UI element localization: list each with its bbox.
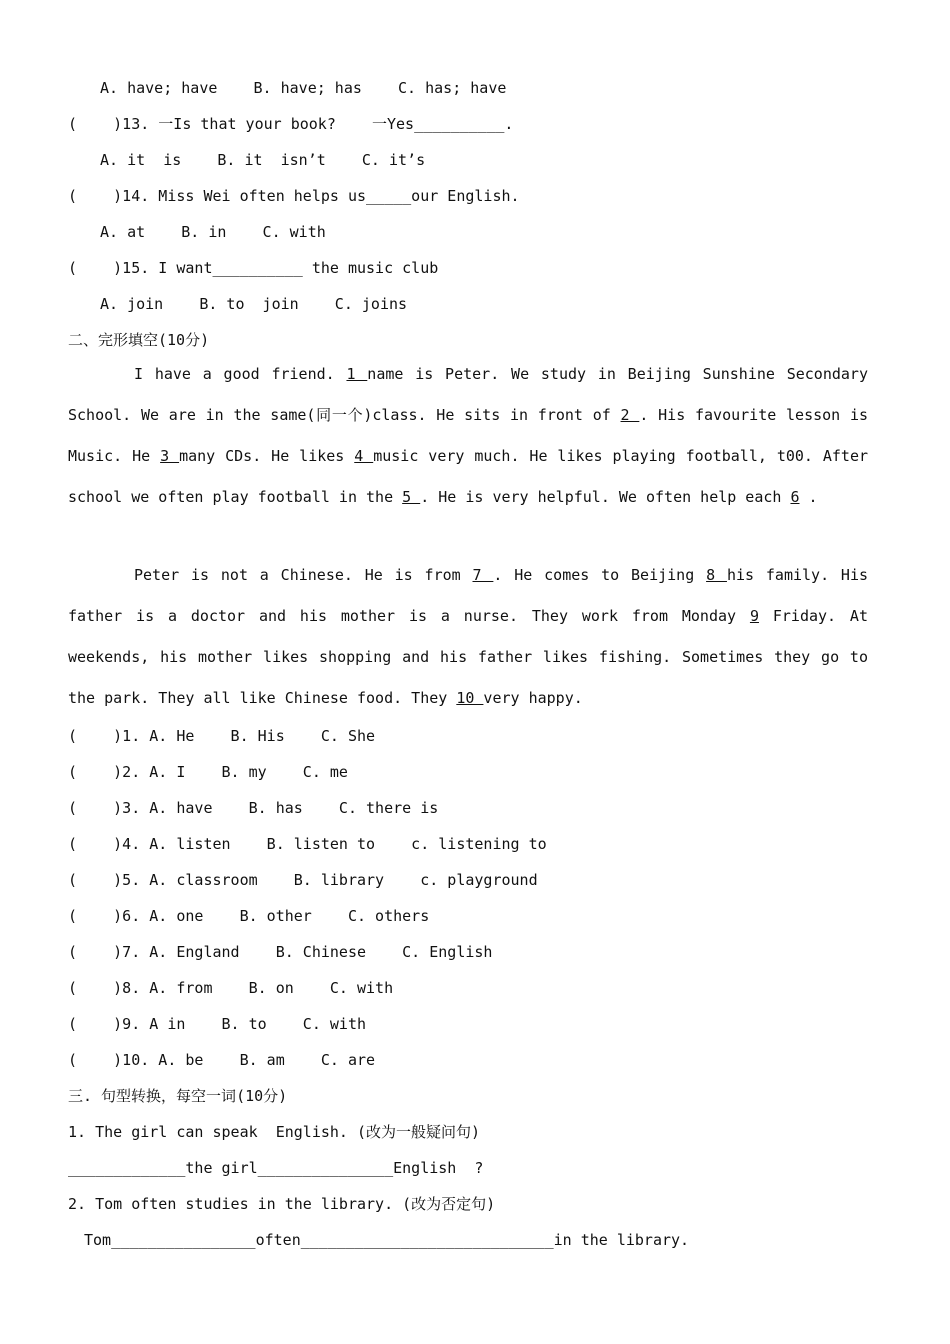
q12-options: A. have; have B. have; has C. has; have (100, 79, 507, 97)
section-2-title: 二、完形填空(10分) (68, 331, 210, 349)
question-13: ( )13. 一Is that your book? 一Yes__________. (68, 115, 514, 133)
passage2-text-3: his family. His father is a doctor and his mother is a nurse. They work from Monday (68, 566, 869, 625)
cloze-question-5: ( )5. A. classroom B. library c. playground (68, 871, 538, 889)
cloze-question-1: ( )1. A. He B. His C. She (68, 727, 376, 745)
passage2-text-1: Peter is not a Chinese. He is from (134, 566, 473, 584)
passage1-text-3: . His favourite lesson is Music. He (68, 406, 869, 465)
blank-3: 3 (160, 447, 180, 465)
section-3-title: 三. 句型转换，每空一词(10分) (68, 1087, 288, 1105)
blank-6: 6 (790, 488, 800, 506)
cloze-question-7: ( )7. A. England B. Chinese C. English (68, 943, 493, 961)
passage1-text-7: . (799, 488, 818, 506)
cloze-question-3: ( )3. A. have B. has C. there is (68, 799, 439, 817)
s3-question-2: 2. Tom often studies in the library. (改为否定句) (68, 1195, 496, 1213)
cloze-passage-1 (68, 354, 868, 518)
passage2-text-4: Friday. At weekends, his mother likes shopping and his father likes fishing. Sometimes they go to the park. They all like Chinese food. They (68, 607, 868, 707)
blank-10: 10 (456, 689, 484, 707)
passage1-text-4: many CDs. He likes (179, 447, 355, 465)
passage2-text-5: very happy. (483, 689, 583, 707)
s3-question-1: 1. The girl can speak English. (改为一般疑问句) (68, 1123, 481, 1141)
cloze-question-4: ( )4. A. listen B. listen to c. listening to (68, 835, 547, 853)
cloze-passage-2 (68, 555, 868, 719)
passage2-text-2: . He comes to Beijing (493, 566, 707, 584)
blank-7: 7 (472, 566, 494, 584)
blank-5: 5 (402, 488, 421, 506)
question-14: ( )14. Miss Wei often helps us_____our English. (68, 187, 520, 205)
passage1-text-2: name is Peter. We study in Beijing Sunshine Secondary School. We are in the same(同一个)class. He sits in front of (68, 365, 868, 424)
cloze-question-10: ( )10. A. be B. am C. are (68, 1051, 376, 1069)
blank-4: 4 (354, 447, 374, 465)
cloze-question-8: ( )8. A. from B. on C. with (68, 979, 394, 997)
q14-options: A. at B. in C. with (100, 223, 326, 241)
blank-8: 8 (706, 566, 727, 584)
s3-question-2-answer: Tom________________often____________________________in the library. (84, 1231, 690, 1249)
passage1-text-6: . He is very helpful. We often help each (420, 488, 791, 506)
passage1-text-5: music very much. He likes playing football, t00. After school we often play football in the (68, 447, 869, 506)
cloze-question-9: ( )9. A in B. to C. with (68, 1015, 367, 1033)
s3-question-1-answer: _____________the girl_______________English ? (68, 1159, 484, 1177)
blank-2: 2 (620, 406, 640, 424)
q15-options: A. join B. to join C. joins (100, 295, 408, 313)
cloze-question-2: ( )2. A. I B. my C. me (68, 763, 348, 781)
passage1-text-1: I have a good friend. (134, 365, 347, 383)
blank-9: 9 (749, 607, 759, 625)
q13-options: A. it is B. it isn’t C. it’s (100, 151, 426, 169)
cloze-question-6: ( )6. A. one B. other C. others (68, 907, 430, 925)
question-15: ( )15. I want__________ the music club (68, 259, 439, 277)
blank-1: 1 (346, 365, 368, 383)
